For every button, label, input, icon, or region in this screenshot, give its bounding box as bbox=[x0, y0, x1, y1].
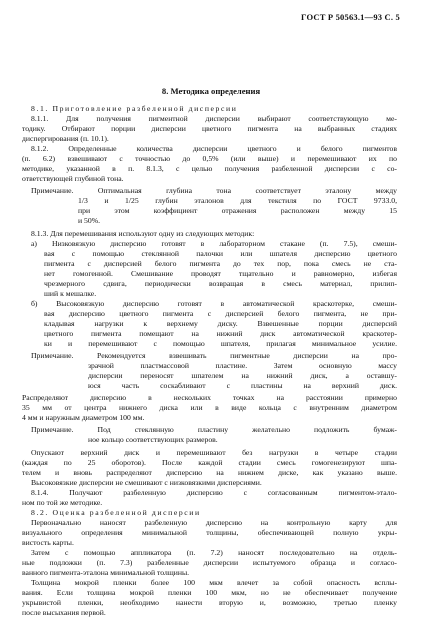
text-line: 8.2. Оценка разбеленной дисперсии bbox=[31, 508, 201, 517]
text-line: ном по той же методике. bbox=[22, 498, 103, 507]
text-line: пигмента с дисперсией белого пигмента до тех пор, пока смесь не ста- bbox=[44, 259, 397, 268]
text-line: (п. 6.2) взвешивают с точностью до 0,5% (или выше) и перемешивают их по bbox=[22, 154, 397, 163]
text-line: вистость карты. bbox=[22, 538, 74, 547]
text-line: а) Низковязкую дисперсию готовят в лабораторном стакане (п. 7.5), смеши- bbox=[31, 239, 397, 248]
text-line: ший к мешалке. bbox=[44, 289, 97, 298]
text-line: 8.1. Приготовление разбеленной дисперсии bbox=[31, 104, 238, 113]
text-line: (каждая по 25 оборотов). После каждой стадии смесь гомогенезируют шпа- bbox=[22, 458, 397, 467]
text-line: 1/3 и 1/25 глубин эталонов для текстиля по ГОСТ 9733.0, bbox=[78, 196, 397, 205]
text-line: Первоначально наносят разбеленную дисперсию на контрольную карту для bbox=[31, 518, 397, 527]
text-line: при этом коэффициент отражения расположен между 15 bbox=[78, 206, 397, 215]
text-line: Распределяют дисперсию в нескольких точках на расстоянии примерно bbox=[22, 393, 397, 402]
text-line: Примечание. Оптимальная глубина тона соответствует эталону между bbox=[31, 186, 397, 195]
text-line: 8.1.2. Определенные количества дисперсии цветного и белого пигментов bbox=[31, 144, 397, 153]
text-line: после высыхания первой. bbox=[22, 608, 106, 617]
text-line: кладывая нагрузки к верхнему диску. Взвешенные порции дисперсий bbox=[44, 319, 397, 328]
text-line: 8.1.4. Получают разбеленную дисперсию с согласованным пигментом-этало- bbox=[31, 488, 397, 497]
text-line: чрезмерного сдвига, периодически возвращая в смесь материал, прилип- bbox=[44, 279, 397, 288]
text-line: ки и перемешивают с помощью шпателя, прилагая минимальное усилие. bbox=[44, 339, 397, 348]
text-line: телем и вновь распределяют дисперсию на нижнем диске, как указано выше. bbox=[22, 468, 397, 477]
text-line: Примечание. Под стеклянную пластину желательно подложить бумаж- bbox=[31, 425, 397, 434]
text-line: вая дисперсию цветного пигмента с дисперсией белого пигмента, не при- bbox=[44, 309, 397, 318]
text-line: юся часть соскабливают с пластины на верхний диск. bbox=[88, 381, 397, 390]
text-line: диспергирования (п. 10.1). bbox=[22, 134, 109, 143]
text-line: вая с помощью стеклянной палочки или шпателя дисперсию цветного bbox=[44, 249, 397, 258]
page-header: ГОСТ Р 50563.1—93 С. 5 bbox=[301, 12, 400, 22]
text-line: Примечание. Рекомендуется взвешивать пигментные дисперсии на про- bbox=[31, 351, 397, 360]
text-line: 8.1.3. Для перемешивания используют одну из следующих методик: bbox=[31, 229, 255, 238]
text-line: тодику. Отбирают порции дисперсии цветного пигмента на выбранных стадиях bbox=[22, 124, 397, 133]
section-title: 8. Методика определения bbox=[161, 86, 261, 96]
text-line: цветного пигмента помещают на нижний диск автоматической краскотер- bbox=[44, 329, 397, 338]
text-line: методике, указанной в п. 8.1.3, с целью получения разбеленной дисперсии с со- bbox=[22, 164, 397, 173]
text-line: зрачной пластмассовой пластине. Затем основную массу bbox=[88, 361, 397, 370]
text-line: 4 мм и наружным диаметром 100 мм. bbox=[22, 413, 145, 422]
text-line: Затем с помощью аппликатора (п. 7.2) наносят последовательно на отдель- bbox=[31, 548, 397, 557]
text-line: 35 мм от центра нижнего диска или в виде кольца с внутренним диаметром bbox=[22, 403, 397, 412]
text-line: нет гомогенной. Смешивание проводят тщательно и равномерно, избегая bbox=[44, 269, 397, 278]
text-line: укрывистой пленки, необходимо нанести вторую и, возможно, третью пленку bbox=[22, 598, 397, 607]
text-line: визуального определения минимальной толщины, обеспечивающей полную укры- bbox=[22, 528, 397, 537]
text-line: Толщина мокрой пленки более 100 мкм влечет за собой опасность всплы- bbox=[31, 578, 397, 587]
text-line: и 50%. bbox=[78, 216, 101, 225]
text-line: вания. Если толщина мокрой пленки 100 мкм, но не обеспечивает получение bbox=[22, 588, 397, 597]
text-line: Высоковязкие дисперсии не смешивают с низковязкими дисперсиями. bbox=[31, 478, 262, 487]
text-line: ванного пигмента-эталона минимальной толщины. bbox=[22, 568, 190, 577]
text-line: 8.1.1. Для получения пигментной дисперсии выбирают соответствующую ме- bbox=[31, 114, 397, 123]
text-line: б) Высоковязкую дисперсию готовят в автоматической краскотерке, смеши- bbox=[31, 299, 397, 308]
text-line: Опускают верхний диск и перемешивают без нагрузки в четыре стадии bbox=[31, 448, 397, 457]
text-line: ответствующей глубиной тона. bbox=[22, 174, 124, 183]
text-line: ные подложки (п. 7.3) разбеленные дисперсии испытуемого образца и согласо- bbox=[22, 558, 397, 567]
text-line: дисперсии переносят шпателем на нижний диск, а оставшу- bbox=[88, 371, 397, 380]
text-line: ное кольцо соответствующих размеров. bbox=[88, 435, 218, 444]
